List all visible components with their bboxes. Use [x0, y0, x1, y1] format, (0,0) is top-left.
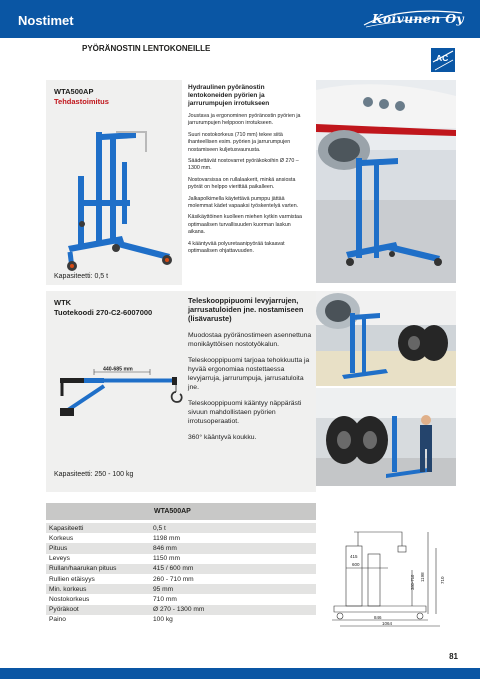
drawing-label: 1198	[420, 572, 425, 582]
brand-name: Koivunen Oy	[372, 11, 464, 26]
boom-dimension-label: 440-685 mm	[103, 366, 133, 373]
product1-paragraph: Suuri nostokorkeus (710 mm) tekee siitä ihanteellisen esim. pyörien ja jarrurumpujen nostamiseen kuljetusvaunusta.	[188, 131, 291, 153]
spec-label: Min. korkeus	[46, 584, 150, 594]
spec-row	[46, 584, 316, 594]
spec-row	[46, 533, 316, 543]
section-title: Nostimet	[18, 13, 74, 28]
product1-paragraph: Nostovarsissa on rullalaakerit, minkä ansiosta pyörät on helppo vierittää paikalleen.	[188, 176, 296, 191]
drawing-label: 600	[352, 562, 360, 567]
wheel-lift-image	[58, 128, 178, 274]
spec-row	[46, 523, 316, 533]
product1-panel	[46, 80, 182, 285]
header-bar	[0, 0, 480, 38]
spec-value: 710 mm	[150, 594, 316, 604]
specs-table	[46, 523, 316, 625]
spec-value: 95 mm	[150, 584, 316, 594]
mechanic-wheel-photo	[316, 388, 456, 486]
product1-description	[188, 84, 308, 260]
product2-paragraph: Teleskooppipuomi kääntyy näppärästi sivuun mahdollistaen pyörien irrotusoperaatiot.	[188, 399, 302, 425]
product2-description	[188, 296, 312, 449]
spec-value: 846 mm	[150, 543, 316, 553]
page-subtitle: PYÖRÄNOSTIN LENTOKONEILLE	[82, 44, 211, 53]
spec-row	[46, 605, 316, 615]
ac-badge	[431, 48, 455, 72]
specs-header	[46, 503, 316, 520]
aircraft-wheel-lift-photo	[316, 80, 456, 283]
spec-row	[46, 574, 316, 584]
product1-capacity: Kapasiteetti: 0,5 t	[54, 273, 109, 280]
product2-capacity: Kapasiteetti: 250 - 100 kg	[54, 471, 134, 478]
product1-paragraph: Jalkapolkimella käytettävä pumppu jättää molemmat kädet vapaaksi työskentelyä varten.	[188, 195, 299, 210]
product1-heading: Hydraulinen pyöränostin lentokoneiden pyörien ja jarrurumpujen irrotukseen	[188, 84, 270, 107]
product2-paragraph: Muodostaa pyöränostimeen asennettuna monikäyttöisen nostotyökalun.	[188, 331, 312, 348]
spec-label: Nostokorkeus	[46, 594, 150, 604]
spec-label: Leveys	[46, 554, 150, 564]
spec-value: 1198 mm	[150, 533, 316, 543]
spec-label: Kapasiteetti	[46, 523, 150, 533]
spec-label: Pituus	[46, 543, 150, 553]
product1-tag: Tehdastoimitus	[54, 97, 109, 106]
spec-row	[46, 554, 316, 564]
footer-bar	[0, 668, 480, 679]
spec-label: Pyöräkoot	[46, 605, 150, 615]
spec-value: 100 kg	[150, 615, 316, 625]
spec-row	[46, 564, 316, 574]
spec-row	[46, 543, 316, 553]
drawing-label: 846	[374, 615, 382, 620]
ac-badge-text: AC	[436, 53, 449, 63]
spec-value: 415 / 600 mm	[150, 564, 316, 574]
drawing-label: 380-710	[410, 574, 415, 590]
spec-value: Ø 270 - 1300 mm	[150, 605, 316, 615]
product1-paragraph: 4 kääntyvää polyuretaanipyörää takaavat optimaalisen ohjattavuuden.	[188, 240, 285, 255]
spec-row	[46, 615, 316, 625]
product1-code: WTA500AP	[54, 87, 94, 96]
spec-label: Paino	[46, 615, 150, 625]
product2-paragraph: Teleskooppipuomi tarjoaa tehokkuutta ja hyvää ergonomiaa nostettaessa levyjarruja, jarrurumpuja, jarrusatuloita jne.	[188, 356, 310, 391]
specs-header-label: WTA500AP	[154, 508, 191, 515]
spec-label: Rullien etäisyys	[46, 574, 150, 584]
technical-drawing	[328, 524, 456, 628]
product1-paragraph: Joustava ja ergonominen pyöränostin pyörien ja jarrurumpujen helppoon irrotukseen.	[188, 113, 301, 127]
spec-row	[46, 594, 316, 604]
spec-value: 0,5 t	[150, 523, 316, 533]
drawing-label: 710	[440, 576, 445, 584]
page-number: 81	[449, 652, 458, 661]
product2-tag: Tuotekoodi 270-C2-6007000	[54, 308, 153, 317]
product2-code: WTK	[54, 298, 72, 307]
spec-value: 260 - 710 mm	[150, 574, 316, 584]
spec-label: Korkeus	[46, 533, 150, 543]
spec-label: Rullan/haarukan pituus	[46, 564, 150, 574]
brand-logo	[360, 8, 466, 30]
product1-paragraph: Säädettävät nostovarret pyöräkokoihin Ø 270 – 1300 mm.	[188, 158, 299, 172]
spec-value: 1150 mm	[150, 554, 316, 564]
product2-paragraph: 360° kääntyvä koukku.	[188, 433, 257, 441]
engine-lift-photo	[316, 291, 456, 386]
telescopic-boom-image	[56, 366, 184, 426]
drawing-label: 415	[350, 554, 358, 559]
drawing-label: 1064	[382, 621, 393, 626]
product2-heading: Teleskooppipuomi levyjarrujen, jarrusatuloiden jne. nostamiseen (lisävaruste)	[188, 296, 304, 324]
product1-paragraph: Käsikäyttöinen kuolleen miehen kytkin varmistaa optimaalisen turvallisuuden kuorman laskun aikana.	[188, 214, 302, 236]
ac-badge-icon	[431, 48, 455, 72]
